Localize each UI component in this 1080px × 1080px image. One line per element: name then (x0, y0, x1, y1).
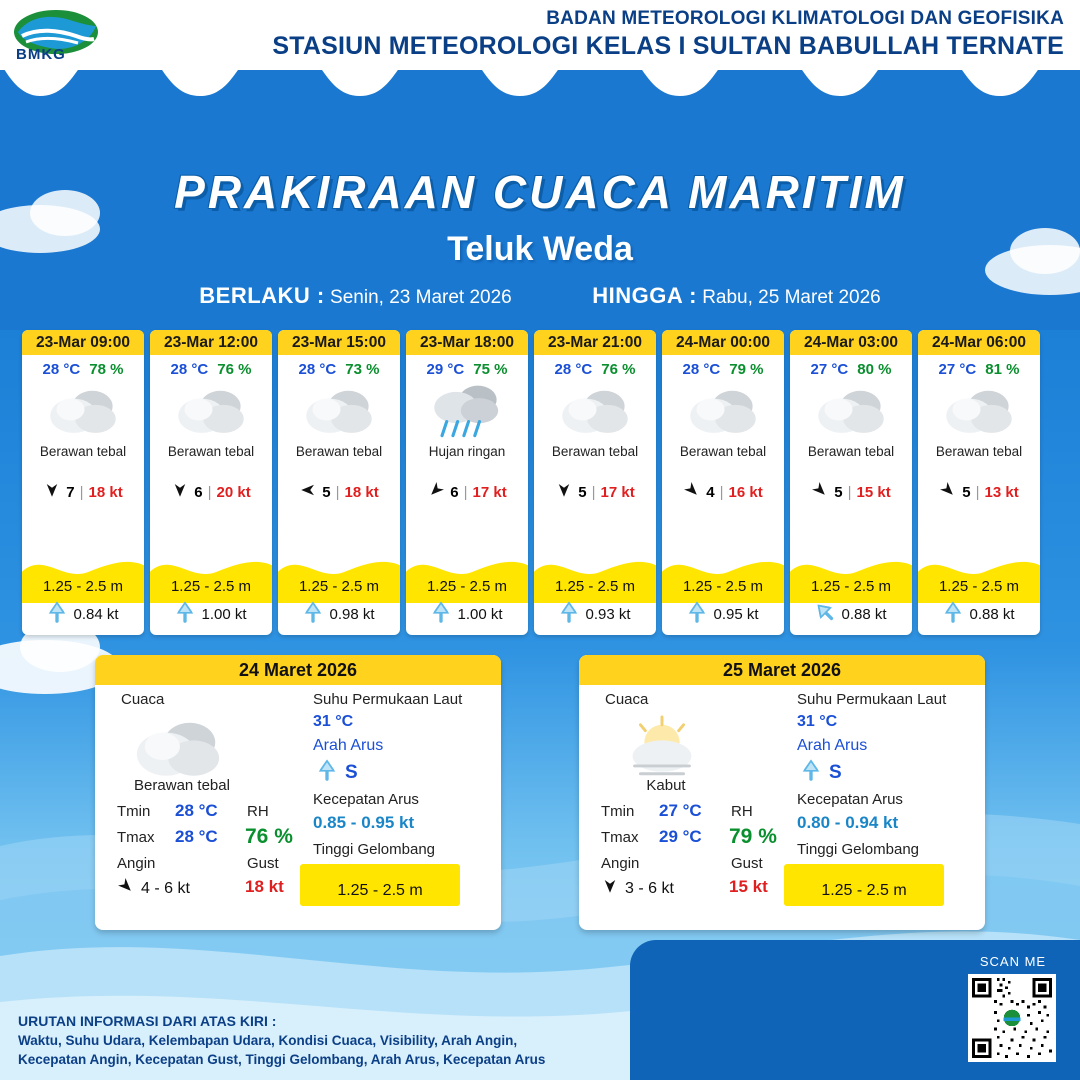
card-wave-area (534, 549, 656, 635)
daily-kec-value: 0.85 - 0.95 kt (313, 813, 415, 832)
daily-angin-label: Angin (117, 855, 156, 872)
legend-title: URUTAN INFORMASI DARI ATAS KIRI : (18, 1012, 277, 1029)
card-gust: 13 kt (984, 483, 1019, 501)
card-temperature: 28 °C (170, 361, 209, 378)
legend-text (18, 1011, 618, 1070)
card-temperature: 29 °C (426, 361, 465, 378)
daily-gust-label: Gust (247, 855, 279, 872)
daily-gel-label: Tinggi Gelombang (797, 841, 920, 858)
card-wind (406, 481, 528, 503)
daily-current-direction (801, 759, 842, 786)
daily-tmax-value: 29 °C (659, 827, 702, 846)
hourly-card (22, 330, 144, 635)
weather-cloudy-icon (918, 380, 1040, 442)
separator: | (975, 483, 980, 501)
card-gust: 15 kt (856, 483, 891, 501)
card-temp-rh (22, 355, 144, 378)
weather-cloudy-icon (790, 380, 912, 442)
card-condition: Berawan tebal (807, 444, 895, 459)
weather-cloudy-icon (534, 380, 656, 442)
card-current (22, 601, 144, 627)
daily-rh-label: RH (731, 803, 753, 820)
legend-line-1: Waktu, Suhu Udara, Kelembapan Udara, Kondisi Cuaca, Visibility, Arah Angin, (18, 1032, 518, 1048)
validity-period (0, 283, 1080, 309)
hourly-card (406, 330, 528, 635)
daily-gust-label: Gust (731, 855, 763, 872)
hourly-card (662, 330, 784, 635)
card-time: 23-Mar 12:00 (150, 330, 272, 355)
card-humidity: 75 % (473, 361, 508, 378)
wind-direction-arrow-icon (555, 481, 573, 503)
daily-rh-value: 76 % (245, 825, 293, 848)
header-bar (0, 0, 1080, 70)
daily-sst-value: 31 °C (797, 713, 838, 730)
card-temperature: 28 °C (682, 361, 721, 378)
card-current (918, 601, 1040, 627)
current-direction-arrow-icon (559, 601, 579, 627)
separator: | (79, 483, 84, 501)
card-current-speed: 0.98 kt (329, 605, 375, 623)
card-wave-area (22, 549, 144, 635)
hourly-card (534, 330, 656, 635)
card-time: 24-Mar 03:00 (790, 330, 912, 355)
card-wave-area (278, 549, 400, 635)
weather-cloudy-icon (278, 380, 400, 442)
qr-code-block[interactable] (968, 954, 1058, 1062)
daily-sst-label: Suhu Permukaan Laut (313, 691, 463, 708)
page-subtitle: Teluk Weda (447, 230, 633, 268)
hourly-card (918, 330, 1040, 635)
logo-label: BMKG (16, 46, 66, 63)
daily-date: 24 Maret 2026 (95, 655, 501, 685)
card-temperature: 27 °C (810, 361, 849, 378)
weather-cloudy-icon (150, 380, 272, 442)
card-time: 23-Mar 09:00 (22, 330, 144, 355)
card-temp-rh (278, 355, 400, 378)
card-gust: 18 kt (344, 483, 379, 501)
card-wave-area (662, 549, 784, 635)
wind-direction-arrow-icon (683, 481, 701, 503)
card-wave-area (918, 549, 1040, 635)
card-wave-height: 1.25 - 2.5 m (682, 578, 764, 595)
weather-cloudy-icon (662, 380, 784, 442)
card-condition: Berawan tebal (935, 444, 1023, 459)
card-temp-rh (150, 355, 272, 378)
card-condition: Berawan tebal (295, 444, 383, 459)
card-wind (662, 481, 784, 503)
card-current-speed: 0.88 kt (841, 605, 887, 623)
daily-kec-label: Kecepatan Arus (797, 791, 903, 808)
agency-name: BADAN METEOROLOGI KLIMATOLOGI DAN GEOFISIKA (546, 8, 1064, 29)
daily-tmin-value: 27 °C (659, 801, 702, 820)
card-wind-speed: 5 (578, 483, 587, 501)
daily-gel-value: 1.25 - 2.5 m (821, 882, 907, 899)
daily-tmax-value: 28 °C (175, 827, 218, 846)
card-temp-rh (790, 355, 912, 378)
card-gust: 18 kt (88, 483, 123, 501)
weather-rain-icon (406, 380, 528, 442)
separator: | (591, 483, 596, 501)
hourly-card (150, 330, 272, 635)
card-condition: Berawan tebal (679, 444, 767, 459)
wind-direction-arrow-icon (811, 481, 829, 503)
validity-to-label: HINGGA : (592, 283, 697, 308)
separator: | (207, 483, 212, 501)
card-wave-area (790, 549, 912, 635)
card-wave-height: 1.25 - 2.5 m (810, 578, 892, 595)
current-direction-arrow-icon (175, 601, 195, 627)
daily-wind-value: 4 - 6 kt (141, 879, 190, 897)
daily-arah-value: S (829, 761, 842, 783)
daily-rh-value: 79 % (729, 825, 777, 848)
daily-arah-label: Arah Arus (797, 737, 868, 754)
legend-line-2: Kecepatan Angin, Kecepatan Gust, Tinggi Gelombang, Arah Arus, Kecepatan Arus (18, 1052, 546, 1068)
current-direction-arrow-icon (687, 601, 707, 627)
validity-from-label: BERLAKU : (199, 283, 325, 308)
card-current (790, 601, 912, 627)
card-temperature: 27 °C (938, 361, 977, 378)
daily-sst-label: Suhu Permukaan Laut (797, 691, 947, 708)
hourly-card (278, 330, 400, 635)
card-wave-height: 1.25 - 2.5 m (554, 578, 636, 595)
daily-tmax-label: Tmax (601, 829, 639, 846)
card-temp-rh (662, 355, 784, 378)
card-current-speed: 0.95 kt (713, 605, 759, 623)
daily-tmax-label: Tmax (117, 829, 155, 846)
card-current (662, 601, 784, 627)
card-wind-speed: 7 (66, 483, 75, 501)
card-current (278, 601, 400, 627)
daily-cuaca-label: Cuaca (121, 691, 165, 708)
daily-rh-label: RH (247, 803, 269, 820)
card-condition: Hujan ringan (428, 444, 506, 459)
wind-direction-arrow-icon (427, 481, 445, 503)
daily-wave-box (784, 864, 944, 906)
daily-kec-value: 0.80 - 0.94 kt (797, 813, 899, 832)
wind-direction-arrow-icon (939, 481, 957, 503)
daily-forecast-panel (95, 655, 501, 930)
card-temp-rh (534, 355, 656, 378)
card-time: 23-Mar 18:00 (406, 330, 528, 355)
daily-condition: Berawan tebal (134, 777, 230, 794)
card-temp-rh (406, 355, 528, 378)
current-direction-arrow-icon (47, 601, 67, 627)
station-name: STASIUN METEOROLOGI KELAS I SULTAN BABULLAH TERNATE (272, 32, 1064, 60)
card-wind-speed: 6 (450, 483, 459, 501)
daily-gel-value: 1.25 - 2.5 m (337, 882, 423, 899)
card-wave-height: 1.25 - 2.5 m (426, 578, 508, 595)
daily-arah-value: S (345, 761, 358, 783)
card-wind-speed: 5 (962, 483, 971, 501)
card-condition: Berawan tebal (167, 444, 255, 459)
daily-angin-label: Angin (601, 855, 640, 872)
card-time: 23-Mar 21:00 (534, 330, 656, 355)
card-time: 23-Mar 15:00 (278, 330, 400, 355)
card-condition: Berawan tebal (39, 444, 127, 459)
separator: | (847, 483, 852, 501)
card-wind (22, 481, 144, 503)
validity-from-value: Senin, 23 Maret 2026 (330, 287, 512, 308)
card-humidity: 76 % (217, 361, 252, 378)
card-wind-speed: 4 (706, 483, 715, 501)
daily-wind-value: 3 - 6 kt (625, 879, 674, 897)
current-direction-arrow-icon (317, 759, 337, 786)
card-wind-speed: 5 (322, 483, 331, 501)
card-temperature: 28 °C (554, 361, 593, 378)
card-gust: 16 kt (728, 483, 763, 501)
card-humidity: 78 % (89, 361, 124, 378)
card-temperature: 28 °C (42, 361, 81, 378)
daily-forecast-panel (579, 655, 985, 930)
wind-direction-arrow-icon (601, 877, 619, 900)
card-wind (918, 481, 1040, 503)
card-current-speed: 1.00 kt (457, 605, 503, 623)
daily-gust-value: 15 kt (729, 877, 768, 896)
card-current-speed: 0.88 kt (969, 605, 1015, 623)
card-wave-height: 1.25 - 2.5 m (298, 578, 380, 595)
separator: | (719, 483, 724, 501)
daily-tmin-label: Tmin (601, 803, 635, 820)
card-wind (534, 481, 656, 503)
card-humidity: 81 % (985, 361, 1020, 378)
daily-kec-label: Kecepatan Arus (313, 791, 419, 808)
card-temperature: 28 °C (298, 361, 337, 378)
card-wind (790, 481, 912, 503)
daily-wind (601, 877, 674, 900)
daily-cuaca-label: Cuaca (605, 691, 649, 708)
current-direction-arrow-icon (303, 601, 323, 627)
card-wave-area (406, 549, 528, 635)
daily-gel-label: Tinggi Gelombang (313, 841, 436, 858)
card-time: 24-Mar 06:00 (918, 330, 1040, 355)
card-time: 24-Mar 00:00 (662, 330, 784, 355)
card-humidity: 79 % (729, 361, 764, 378)
validity-to-value: Rabu, 25 Maret 2026 (702, 287, 881, 308)
card-current (406, 601, 528, 627)
daily-tmin-label: Tmin (117, 803, 151, 820)
card-current (150, 601, 272, 627)
qr-label: SCAN ME (979, 954, 1047, 969)
separator: | (463, 483, 468, 501)
card-wave-height: 1.25 - 2.5 m (938, 578, 1020, 595)
card-current-speed: 0.84 kt (73, 605, 119, 623)
wind-direction-arrow-icon (117, 877, 135, 900)
qr-code-icon[interactable] (968, 974, 1056, 1062)
card-humidity: 76 % (601, 361, 636, 378)
daily-gust-value: 18 kt (245, 877, 284, 896)
current-direction-arrow-icon (801, 759, 821, 786)
card-temp-rh (918, 355, 1040, 378)
card-current-speed: 1.00 kt (201, 605, 247, 623)
card-gust: 17 kt (600, 483, 635, 501)
weather-cloudy-icon (22, 380, 144, 442)
daily-forecast-row (95, 655, 985, 930)
daily-wave-box (300, 864, 460, 906)
card-wind-speed: 5 (834, 483, 843, 501)
daily-tmin-value: 28 °C (175, 801, 218, 820)
daily-condition: Kabut (646, 777, 686, 794)
separator: | (335, 483, 340, 501)
card-current (534, 601, 656, 627)
daily-wind (117, 877, 190, 900)
card-wave-height: 1.25 - 2.5 m (170, 578, 252, 595)
card-humidity: 80 % (857, 361, 892, 378)
wind-direction-arrow-icon (299, 481, 317, 503)
daily-current-direction (317, 759, 358, 786)
current-direction-arrow-icon (943, 601, 963, 627)
daily-sst-value: 31 °C (313, 713, 354, 730)
wind-direction-arrow-icon (43, 481, 61, 503)
daily-date: 25 Maret 2026 (579, 655, 985, 685)
current-direction-arrow-icon (815, 601, 835, 627)
hourly-card (790, 330, 912, 635)
hourly-forecast-row (22, 330, 1062, 635)
wind-direction-arrow-icon (171, 481, 189, 503)
card-wind (150, 481, 272, 503)
card-current-speed: 0.93 kt (585, 605, 631, 623)
card-gust: 17 kt (472, 483, 507, 501)
card-wave-area (150, 549, 272, 635)
page-title: PRAKIRAAN CUACA MARITIM (174, 166, 906, 218)
card-wind (278, 481, 400, 503)
daily-arah-label: Arah Arus (313, 737, 384, 754)
card-humidity: 73 % (345, 361, 380, 378)
card-wave-height: 1.25 - 2.5 m (42, 578, 124, 595)
current-direction-arrow-icon (431, 601, 451, 627)
card-gust: 20 kt (216, 483, 251, 501)
card-condition: Berawan tebal (551, 444, 639, 459)
card-wind-speed: 6 (194, 483, 203, 501)
